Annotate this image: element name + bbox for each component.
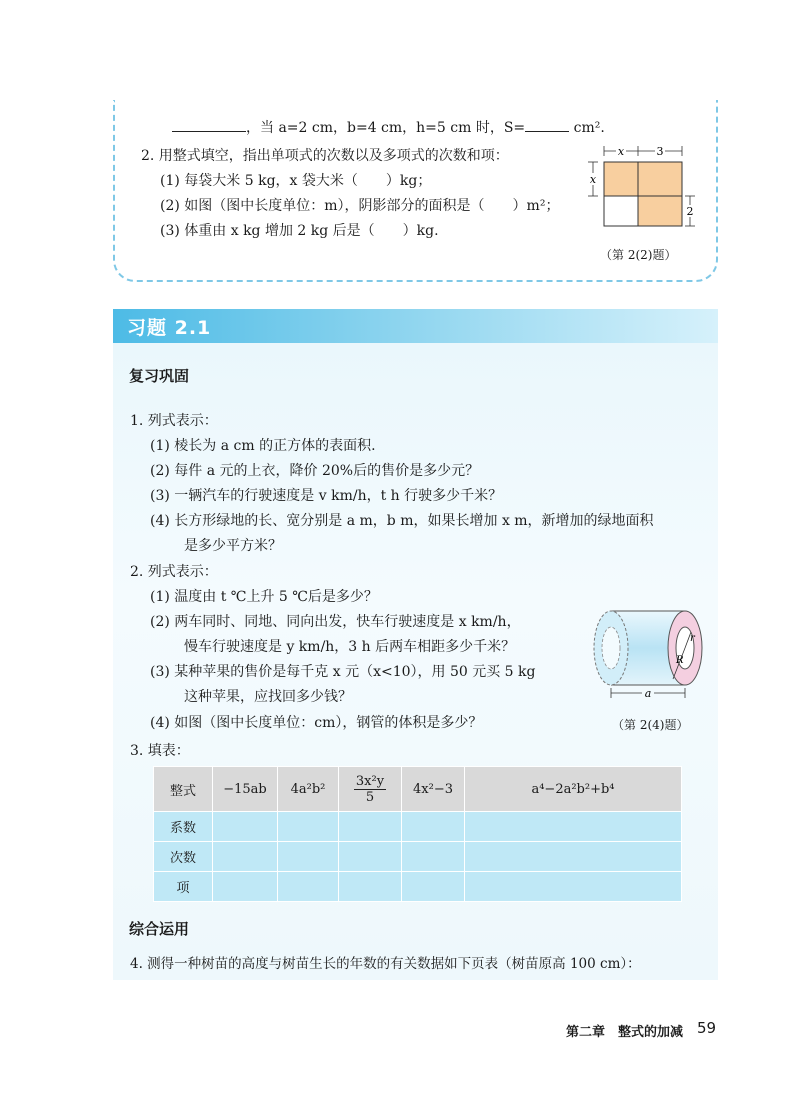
label-R: R	[676, 655, 684, 666]
steel-pipe-figure	[589, 605, 711, 701]
table-cell[interactable]	[339, 842, 402, 872]
table-header-row	[154, 767, 682, 812]
table-cell[interactable]	[465, 842, 682, 872]
q1-item-4: (4) 长方形绿地的长、宽分别是 a m，b m，如果长增加 x m，新增加的绿地面积	[150, 513, 654, 529]
chapter-footer: 第二章 整式的加减	[566, 1025, 684, 1040]
table-cell[interactable]	[278, 812, 339, 842]
page-number: 59	[697, 1019, 717, 1037]
header-cell-term-5: a⁴−2a²b²+b⁴	[465, 767, 682, 812]
figure-caption-2-4: （第 2(4)题）	[612, 718, 689, 732]
label-two: 2	[686, 205, 694, 218]
q2b-item-4: (4) 如图（图中长度单位：cm），钢管的体积是多少？	[150, 715, 483, 731]
q2b-item-3: (3) 某种苹果的售价是每千克 x 元（x<10），用 50 元买 5 kg	[150, 664, 536, 680]
q3-stem: 3. 填表：	[130, 743, 190, 759]
q2b-stem: 2. 列式表示：	[130, 564, 218, 580]
table-cell[interactable]	[278, 872, 339, 902]
q2b-item-1: (1) 温度由 t ℃上升 5 ℃后是多少？	[150, 589, 378, 605]
section-review: 复习巩固	[129, 367, 190, 385]
row-label-coefficient: 系数	[154, 812, 213, 842]
table-row	[154, 842, 682, 872]
banner-title: 习题 2.1	[127, 317, 212, 339]
fill-in-table	[153, 766, 682, 902]
question-2-item-1: (1) 每袋大米 5 kg，x 袋大米（ ）kg；	[160, 173, 432, 189]
table-cell[interactable]	[465, 872, 682, 902]
line1-unit: cm².	[573, 120, 605, 136]
table-row	[154, 872, 682, 902]
question-2-item-2: (2) 如图（图中长度单位：m），阴影部分的面积是（ ）m²；	[160, 198, 560, 214]
header-cell-term-3	[339, 767, 402, 812]
header-cell-label: 整式	[154, 767, 213, 812]
q1-item-3: (3) 一辆汽车的行驶速度是 v km/h，t h 行驶多少千米？	[150, 488, 503, 504]
fraction-numerator: 3x²y	[355, 773, 385, 789]
figure-caption-2-2: （第 2(2)题）	[600, 248, 677, 262]
table-cell[interactable]	[402, 842, 465, 872]
table-cell[interactable]	[402, 872, 465, 902]
q1-item-2: (2) 每件 a 元的上衣，降价 20%后的售价是多少元？	[150, 463, 480, 479]
blank-line	[525, 117, 569, 132]
table-cell[interactable]	[278, 842, 339, 872]
q4-text: 4. 测得一种树苗的高度与树苗生长的年数的有关数据如下页表（树苗原高 100 cm）：	[130, 956, 641, 972]
table-cell[interactable]	[213, 872, 278, 902]
label-three: 3	[656, 145, 664, 158]
blank-line	[172, 117, 246, 132]
q2b-item-3-cont: 这种苹果，应找回多少钱？	[184, 689, 352, 705]
table-row	[154, 812, 682, 842]
header-cell-term-1: −15ab	[213, 767, 278, 812]
q2b-item-2: (2) 两车同时、同地、同向出发，快车行驶速度是 x km/h，	[150, 614, 521, 630]
exercise-line-1: ，当 a=2 cm，b=4 cm，h=5 cm 时，S= cm².	[172, 117, 605, 138]
q2b-item-2-cont: 慢车行驶速度是 y km/h，3 h 后两车相距多少千米？	[184, 639, 516, 655]
fraction-denominator: 5	[365, 789, 375, 805]
table-cell[interactable]	[213, 812, 278, 842]
white-rect	[604, 196, 638, 226]
label-x-left: x	[589, 173, 597, 186]
table-cell[interactable]	[339, 872, 402, 902]
shaded-rect-top	[638, 162, 682, 196]
section-apply: 综合运用	[129, 920, 190, 938]
q1-item-4-cont: 是多少平方米？	[184, 538, 282, 554]
row-label-terms: 项	[154, 872, 213, 902]
row-label-degree: 次数	[154, 842, 213, 872]
label-x-top: x	[617, 145, 625, 158]
label-r: r	[690, 633, 695, 644]
question-2-item-3: (3) 体重由 x kg 增加 2 kg 后是（ ）kg.	[160, 223, 439, 239]
q1-item-1: (1) 棱长为 a cm 的正方体的表面积.	[150, 438, 376, 454]
question-2-stem: 2. 用整式填空，指出单项式的次数以及多项式的次数和项：	[141, 148, 509, 164]
exercise-banner	[113, 309, 718, 343]
table-cell[interactable]	[213, 842, 278, 872]
line1-text: 当 a=2 cm，b=4 cm，h=5 cm 时，S=	[260, 120, 526, 136]
table-cell[interactable]	[465, 812, 682, 842]
header-cell-term-4: 4x²−3	[402, 767, 465, 812]
label-a: a	[644, 687, 652, 700]
shaded-square	[604, 162, 638, 196]
table-cell[interactable]	[339, 812, 402, 842]
area-figure	[586, 142, 698, 238]
table-cell[interactable]	[402, 812, 465, 842]
header-cell-term-2: 4a²b²	[278, 767, 339, 812]
shaded-rect-bottom	[638, 196, 682, 226]
q1-stem: 1. 列式表示：	[130, 413, 218, 429]
